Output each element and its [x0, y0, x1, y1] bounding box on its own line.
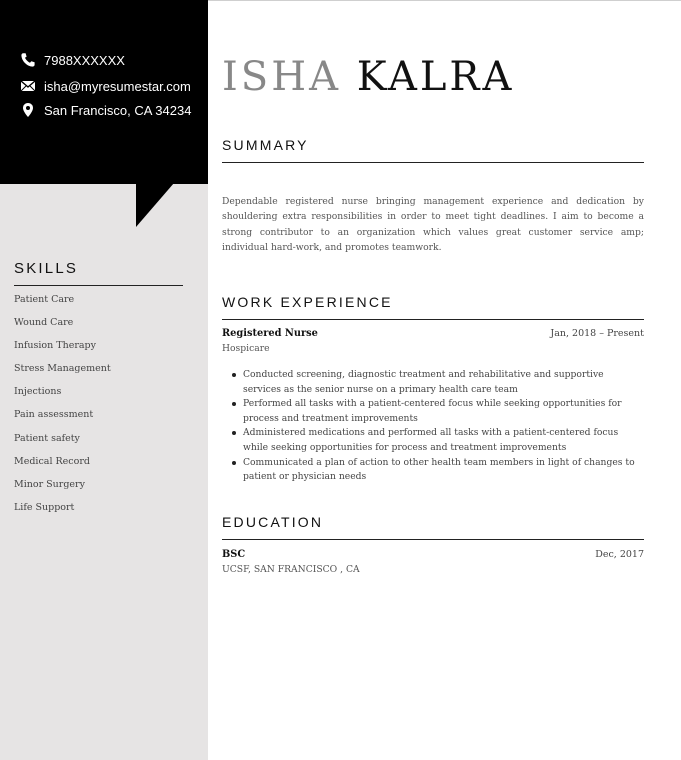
- skill-item: Medical Record: [14, 455, 90, 467]
- candidate-name: [222, 54, 514, 100]
- school-name: UCSF, SAN FRANCISCO , CA: [222, 564, 360, 575]
- skill-item: Stress Management: [14, 363, 111, 375]
- job-header: [222, 328, 644, 339]
- work-heading: WORK EXPERIENCE: [222, 294, 644, 320]
- skill-item: Minor Surgery: [14, 478, 85, 490]
- last-name: KALRA: [356, 54, 515, 100]
- list-item: Conducted screening, diagnostic treatment and rehabilitative and supportive services as the senior nurse on a primary health care team: [222, 368, 644, 397]
- skill-item: Life Support: [14, 501, 75, 513]
- job-bullets: [222, 368, 644, 485]
- skill-item: Wound Care: [14, 317, 74, 329]
- first-name: ISHA: [222, 54, 341, 100]
- education-date: Dec, 2017: [595, 549, 644, 560]
- list-item: Performed all tasks with a patient-centered focus while seeking opportunities for process and treatment improvements: [222, 397, 644, 426]
- job-dates: Jan, 2018 – Present: [550, 328, 644, 339]
- sidebar: [0, 0, 208, 760]
- skill-item: Infusion Therapy: [14, 340, 97, 352]
- summary-heading: SUMMARY: [222, 137, 644, 163]
- list-item: Administered medications and performed all tasks with a patient-centered focus while seeking opportunities for process and treatment improvements: [222, 426, 644, 455]
- contact-phone: [20, 52, 125, 68]
- address-text: San Francisco, CA 34234: [44, 102, 192, 118]
- summary-text: Dependable registered nurse bringing management experience and dedication by shouldering extra responsibilities in order to meet tight deadlines. I aim to become a strong contributor to an organization which values great customer service amp; individual hard-work, and promotes teamwork.: [222, 196, 644, 253]
- speech-notch: [136, 183, 174, 227]
- list-item: Communicated a plan of action to other health team members in light of changes to patient or physician needs: [222, 456, 644, 485]
- company-name: Hospicare: [222, 343, 270, 354]
- job-title: Registered Nurse: [222, 328, 318, 339]
- skills-heading: SKILLS: [14, 260, 183, 286]
- contact-email: [20, 78, 191, 94]
- contact-address: [20, 102, 191, 118]
- contact-panel: [0, 0, 208, 184]
- skill-item: Patient Care: [14, 294, 75, 305]
- skill-item: Patient safety: [14, 432, 80, 444]
- email-text: isha@myresumestar.com: [44, 78, 191, 94]
- education-header: [222, 549, 644, 560]
- degree: BSC: [222, 549, 246, 560]
- skill-item: Pain assessment: [14, 409, 94, 421]
- location-icon: [20, 102, 36, 118]
- skill-item: Injections: [14, 386, 62, 398]
- email-icon: [20, 78, 36, 94]
- phone-text: 7988XXXXXX: [44, 52, 125, 68]
- education-heading: EDUCATION: [222, 514, 644, 540]
- skills-list: [14, 294, 111, 525]
- phone-icon: [20, 52, 36, 68]
